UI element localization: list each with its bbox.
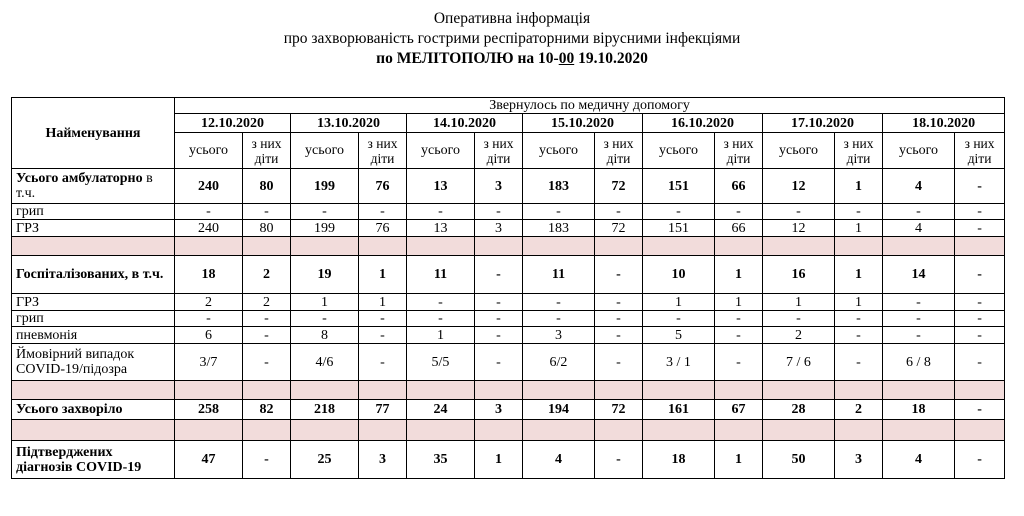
table-cell: 1 <box>643 294 715 311</box>
table-cell: 258 <box>175 400 243 420</box>
separator-cell <box>291 381 359 400</box>
table-cell: 1 <box>835 294 883 311</box>
separator-cell <box>12 237 175 256</box>
table-cell: - <box>243 204 291 220</box>
col-children-header: з них діти <box>359 133 407 169</box>
table-cell: 72 <box>595 220 643 237</box>
table-cell: 13 <box>407 169 475 204</box>
row-label: ГРЗ <box>12 220 175 237</box>
separator-cell <box>763 237 835 256</box>
separator-cell <box>175 237 243 256</box>
table-cell: 6 <box>175 327 243 344</box>
table-cell: - <box>359 327 407 344</box>
table-cell: 16 <box>763 256 835 294</box>
separator-cell <box>955 420 1005 441</box>
table-cell: 8 <box>291 327 359 344</box>
date-header: 13.10.2020 <box>291 114 407 133</box>
table-cell: 2 <box>835 400 883 420</box>
table-cell: 76 <box>359 169 407 204</box>
table-cell: - <box>175 311 243 327</box>
table-cell: - <box>835 344 883 381</box>
row-label-bold: Усього захворіло <box>16 402 123 417</box>
separator-cell <box>12 420 175 441</box>
table-cell: 1 <box>715 294 763 311</box>
table-cell: - <box>243 441 291 479</box>
separator-cell <box>359 381 407 400</box>
table-cell: 3 <box>835 441 883 479</box>
table-cell: 194 <box>523 400 595 420</box>
report-date: 19.10.2020 <box>574 50 648 67</box>
col-children-header: з них діти <box>243 133 291 169</box>
table-cell: - <box>595 311 643 327</box>
separator-cell <box>475 381 523 400</box>
row-label-bold: Підтверджених діагнозів COVID-19 <box>16 444 142 475</box>
separator-cell <box>955 237 1005 256</box>
table-cell: 66 <box>715 220 763 237</box>
table-cell: 47 <box>175 441 243 479</box>
table-cell: 1 <box>359 294 407 311</box>
col-total-header: усього <box>291 133 359 169</box>
separator-row <box>12 381 1005 400</box>
col-total-header: усього <box>175 133 243 169</box>
row-label <box>12 441 175 479</box>
table-cell: - <box>955 256 1005 294</box>
table-cell: 183 <box>523 169 595 204</box>
separator-cell <box>763 420 835 441</box>
table-cell: 1 <box>291 294 359 311</box>
table-cell: 151 <box>643 169 715 204</box>
table-cell: 28 <box>763 400 835 420</box>
table-cell: 6/2 <box>523 344 595 381</box>
table-cell: 80 <box>243 220 291 237</box>
table-cell: - <box>955 441 1005 479</box>
report-city-date <box>0 49 1024 69</box>
row-label: Ймовірний випадок COVID-19/підозра <box>12 344 175 381</box>
table-cell: 76 <box>359 220 407 237</box>
table-row <box>12 204 1005 220</box>
table-cell: - <box>955 400 1005 420</box>
table-cell: - <box>475 344 523 381</box>
table-cell: 1 <box>407 327 475 344</box>
report-header <box>0 0 1024 69</box>
table-cell: 6 / 8 <box>883 344 955 381</box>
separator-cell <box>763 381 835 400</box>
table-cell: 12 <box>763 169 835 204</box>
table-cell: 3 <box>475 400 523 420</box>
separator-cell <box>243 381 291 400</box>
separator-cell <box>407 237 475 256</box>
table-row <box>12 256 1005 294</box>
table-cell: 183 <box>523 220 595 237</box>
table-cell: - <box>955 294 1005 311</box>
table-cell: 1 <box>715 441 763 479</box>
table-cell: - <box>883 311 955 327</box>
table-cell: 1 <box>359 256 407 294</box>
table-cell: - <box>955 169 1005 204</box>
table-cell: - <box>835 327 883 344</box>
date-header: 12.10.2020 <box>175 114 291 133</box>
table-cell: 199 <box>291 169 359 204</box>
table-cell: - <box>763 311 835 327</box>
table-cell: 77 <box>359 400 407 420</box>
separator-cell <box>523 420 595 441</box>
table-cell: 3 / 1 <box>643 344 715 381</box>
separator-cell <box>643 420 715 441</box>
table-cell: 82 <box>243 400 291 420</box>
separator-cell <box>475 237 523 256</box>
table-cell: 72 <box>595 169 643 204</box>
table-cell: - <box>475 256 523 294</box>
table-cell: 11 <box>523 256 595 294</box>
separator-cell <box>291 237 359 256</box>
date-header: 14.10.2020 <box>407 114 523 133</box>
separator-cell <box>523 237 595 256</box>
separator-cell <box>715 381 763 400</box>
table-cell: - <box>835 311 883 327</box>
separator-cell <box>595 420 643 441</box>
group-header: Звернулось по медичну допомогу <box>175 98 1005 114</box>
table-cell: 199 <box>291 220 359 237</box>
separator-cell <box>359 237 407 256</box>
table-cell: - <box>883 294 955 311</box>
separator-cell <box>595 237 643 256</box>
table-cell: 218 <box>291 400 359 420</box>
table-cell: - <box>835 204 883 220</box>
table-row <box>12 220 1005 237</box>
table-cell: - <box>715 311 763 327</box>
separator-cell <box>715 420 763 441</box>
table-cell: - <box>883 327 955 344</box>
table-cell: 12 <box>763 220 835 237</box>
table-cell: 4 <box>523 441 595 479</box>
table-cell: 67 <box>715 400 763 420</box>
table-cell: - <box>523 204 595 220</box>
table-cell: - <box>359 344 407 381</box>
separator-cell <box>175 420 243 441</box>
table-cell: - <box>955 204 1005 220</box>
table-cell: - <box>243 311 291 327</box>
col-total-header: усього <box>643 133 715 169</box>
table-cell: - <box>595 441 643 479</box>
table-cell: 7 / 6 <box>763 344 835 381</box>
city-label: по МЕЛІТОПОЛЮ на 10- <box>376 50 559 67</box>
separator-cell <box>955 381 1005 400</box>
separator-cell <box>359 420 407 441</box>
col-total-header: усього <box>523 133 595 169</box>
table-cell: 240 <box>175 169 243 204</box>
row-label: ГРЗ <box>12 294 175 311</box>
table-cell: 13 <box>407 220 475 237</box>
morbidity-table <box>11 97 1005 479</box>
table-cell: - <box>955 327 1005 344</box>
row-label: грип <box>12 311 175 327</box>
table-cell: 3 <box>523 327 595 344</box>
table-cell: - <box>175 204 243 220</box>
table-cell: 5/5 <box>407 344 475 381</box>
table-cell: - <box>523 294 595 311</box>
table-cell: 240 <box>175 220 243 237</box>
table-row <box>12 344 1005 381</box>
col-children-header: з них діти <box>835 133 883 169</box>
table-cell: 2 <box>763 327 835 344</box>
table-cell: - <box>643 204 715 220</box>
date-header: 18.10.2020 <box>883 114 1005 133</box>
table-cell: - <box>359 204 407 220</box>
time-hour: 00 <box>558 50 575 67</box>
separator-cell <box>835 420 883 441</box>
table-cell: 4 <box>883 441 955 479</box>
table-cell: 2 <box>175 294 243 311</box>
separator-cell <box>643 237 715 256</box>
table-cell: - <box>359 311 407 327</box>
separator-cell <box>243 420 291 441</box>
table-cell: 14 <box>883 256 955 294</box>
table-cell: - <box>243 327 291 344</box>
row-label <box>12 400 175 420</box>
date-header: 15.10.2020 <box>523 114 643 133</box>
table-cell: 3/7 <box>175 344 243 381</box>
table-cell: 24 <box>407 400 475 420</box>
table-cell: - <box>407 204 475 220</box>
table-row <box>12 327 1005 344</box>
table-cell: - <box>475 204 523 220</box>
table-cell: - <box>595 204 643 220</box>
table-cell: - <box>291 204 359 220</box>
table-cell: 10 <box>643 256 715 294</box>
separator-cell <box>835 237 883 256</box>
table-cell: 18 <box>643 441 715 479</box>
table-cell: 1 <box>475 441 523 479</box>
separator-cell <box>407 381 475 400</box>
col-children-header: з них діти <box>715 133 763 169</box>
table-cell: 66 <box>715 169 763 204</box>
table-cell: - <box>407 311 475 327</box>
row-label-suffix: в т.ч. <box>16 171 153 201</box>
col-total-header: усього <box>763 133 835 169</box>
separator-cell <box>715 237 763 256</box>
table-cell: 151 <box>643 220 715 237</box>
row-label: грип <box>12 204 175 220</box>
table-cell: 1 <box>835 220 883 237</box>
table-cell: - <box>715 344 763 381</box>
table-cell: 3 <box>475 169 523 204</box>
separator-cell <box>883 381 955 400</box>
separator-row <box>12 237 1005 256</box>
table-cell: - <box>595 344 643 381</box>
separator-cell <box>643 381 715 400</box>
row-label <box>12 256 175 294</box>
table-cell: - <box>883 204 955 220</box>
table-row <box>12 400 1005 420</box>
table-cell: - <box>407 294 475 311</box>
table-cell: 80 <box>243 169 291 204</box>
table-cell: - <box>595 327 643 344</box>
separator-cell <box>243 237 291 256</box>
separator-row <box>12 420 1005 441</box>
table-cell: - <box>291 311 359 327</box>
table-cell: - <box>475 311 523 327</box>
table-cell: - <box>643 311 715 327</box>
col-total-header: усього <box>883 133 955 169</box>
table-cell: - <box>955 344 1005 381</box>
table-cell: 4 <box>883 220 955 237</box>
col-children-header: з них діти <box>595 133 643 169</box>
report-title: Оперативна інформація <box>433 10 591 27</box>
separator-cell <box>883 420 955 441</box>
table-row <box>12 169 1005 204</box>
table-cell: 1 <box>715 256 763 294</box>
separator-cell <box>291 420 359 441</box>
separator-cell <box>595 381 643 400</box>
table-cell: - <box>475 294 523 311</box>
table-cell: 72 <box>595 400 643 420</box>
table-cell: 19 <box>291 256 359 294</box>
table-cell: - <box>243 344 291 381</box>
table-cell: 50 <box>763 441 835 479</box>
table-cell: 3 <box>359 441 407 479</box>
col-total-header: усього <box>407 133 475 169</box>
report-subtitle: про захворюваність гострими респіраторними вірусними інфекціями <box>283 30 741 47</box>
separator-cell <box>175 381 243 400</box>
table-row <box>12 311 1005 327</box>
table-cell: 35 <box>407 441 475 479</box>
date-header: 16.10.2020 <box>643 114 763 133</box>
separator-cell <box>523 381 595 400</box>
table-cell: - <box>715 204 763 220</box>
table-cell: - <box>955 220 1005 237</box>
table-cell: 1 <box>763 294 835 311</box>
table-row <box>12 294 1005 311</box>
table-cell: 1 <box>835 169 883 204</box>
col-children-header: з них діти <box>955 133 1005 169</box>
date-header: 17.10.2020 <box>763 114 883 133</box>
table-cell: - <box>475 327 523 344</box>
table-cell: 25 <box>291 441 359 479</box>
table-cell: 161 <box>643 400 715 420</box>
table-cell: 1 <box>835 256 883 294</box>
table-cell: - <box>523 311 595 327</box>
separator-cell <box>475 420 523 441</box>
table-cell: - <box>955 311 1005 327</box>
table-cell: 5 <box>643 327 715 344</box>
table-row <box>12 441 1005 479</box>
separator-cell <box>407 420 475 441</box>
table-cell: 2 <box>243 256 291 294</box>
table-cell: 4 <box>883 169 955 204</box>
table-cell: - <box>595 256 643 294</box>
row-label-bold: Усього амбулаторно <box>16 171 143 186</box>
row-label <box>12 169 175 204</box>
table-cell: 11 <box>407 256 475 294</box>
table-cell: - <box>715 327 763 344</box>
separator-cell <box>883 237 955 256</box>
row-label-bold: Госпіталізованих, в т.ч. <box>16 267 164 282</box>
table-cell: 4/6 <box>291 344 359 381</box>
table-cell: 18 <box>175 256 243 294</box>
col-children-header: з них діти <box>475 133 523 169</box>
table-cell: 18 <box>883 400 955 420</box>
table-cell: - <box>595 294 643 311</box>
table-cell: - <box>763 204 835 220</box>
table-cell: 3 <box>475 220 523 237</box>
separator-cell <box>12 381 175 400</box>
table-cell: 2 <box>243 294 291 311</box>
row-label: пневмонія <box>12 327 175 344</box>
separator-cell <box>835 381 883 400</box>
name-header: Найменування <box>12 98 175 169</box>
